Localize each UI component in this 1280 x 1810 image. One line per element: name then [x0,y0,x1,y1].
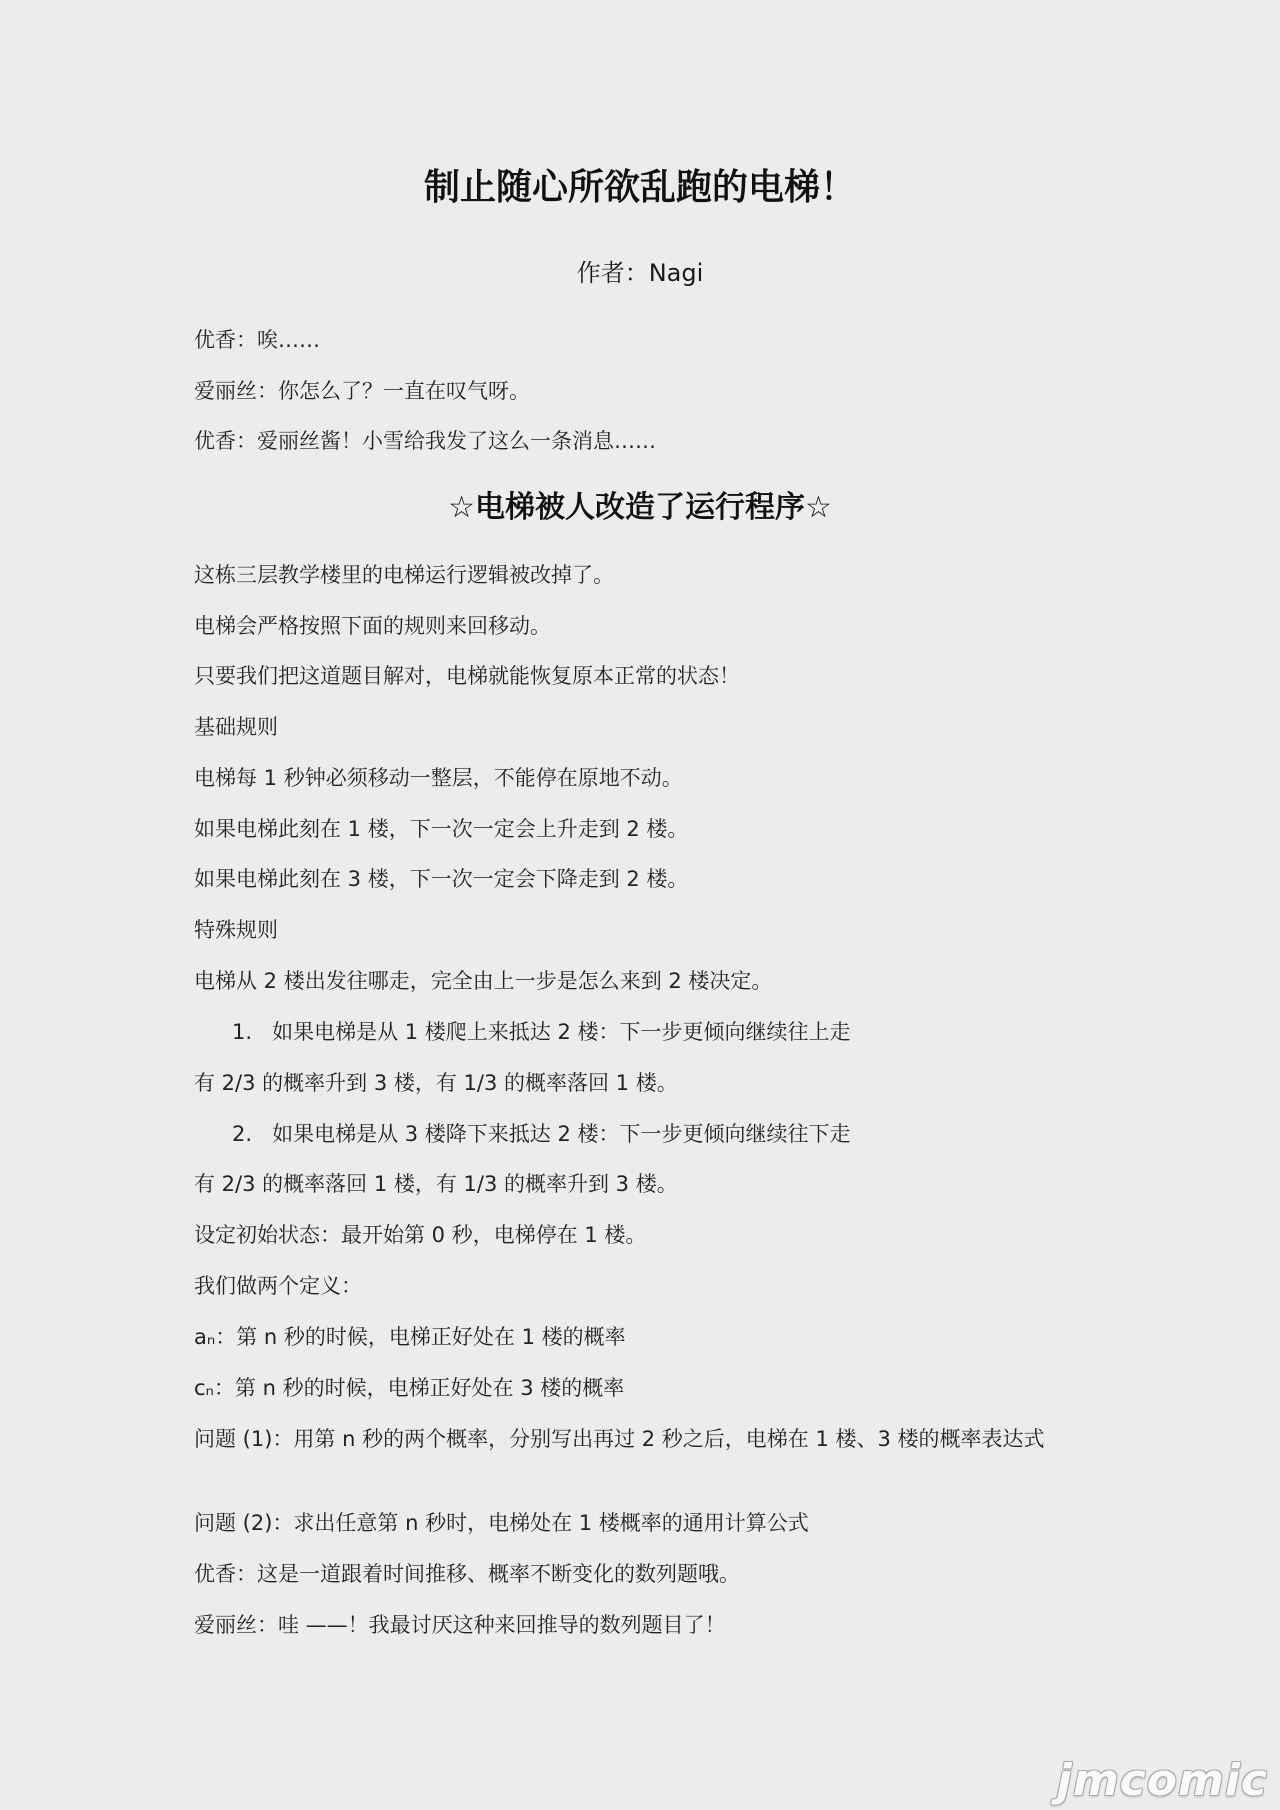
numbered-rule-item [232,1117,1092,1151]
rule-line: 电梯每 1 秒钟必须移动一整层，不能停在原地不动。 [194,766,683,790]
watermark-logo: jmcomic [1056,1755,1268,1806]
rule-line: 如果电梯此刻在 1 楼，下一次一定会上升走到 2 楼。 [194,817,689,841]
section-heading-special-rules: 特殊规则 [194,918,278,942]
list-number: 1. [232,1020,253,1044]
rule-line: 如果电梯此刻在 3 楼，下一次一定会下降走到 2 楼。 [194,867,689,891]
author-line: 作者：Nagi [576,259,704,287]
question-2: 问题 (2)：求出任意第 n 秒时，电梯处在 1 楼概率的通用计算公式 [194,1511,809,1535]
question-1: 问题 (1)：用第 n 秒的两个概率，分别写出再过 2 秒之后，电梯在 1 楼、3 楼的概率表达式 [194,1427,1045,1451]
definition-line: cₙ：第 n 秒的时候，电梯正好处在 3 楼的概率 [194,1376,625,1400]
dialog-line: 优香：这是一道跟着时间推移、概率不断变化的数列题哦。 [194,1562,740,1586]
rule-detail-line: 有 2/3 的概率升到 3 楼，有 1/3 的概率落回 1 楼。 [194,1071,678,1095]
list-item-text: 如果电梯是从 3 楼降下来抵达 2 楼：下一步更倾向继续往下走 [272,1122,851,1146]
paragraph-line: 电梯会严格按照下面的规则来回移动。 [194,614,551,638]
paragraph-line: 只要我们把这道题目解对，电梯就能恢复原本正常的状态！ [194,664,740,688]
paragraph-line: 这栋三层教学楼里的电梯运行逻辑被改掉了。 [194,563,614,587]
document-title: 制止随心所欲乱跑的电梯！ [423,167,856,208]
message-heading: ☆电梯被人改造了运行程序☆ [448,490,832,525]
definitions-heading: 我们做两个定义： [194,1274,362,1298]
list-item-text: 如果电梯是从 1 楼爬上来抵达 2 楼：下一步更倾向继续往上走 [272,1020,851,1044]
definition-line: aₙ：第 n 秒的时候，电梯正好处在 1 楼的概率 [194,1325,626,1349]
dialog-line: 爱丽丝：哇 ——！我最讨厌这种来回推导的数列题目了！ [194,1613,726,1637]
list-number: 2. [232,1122,253,1146]
dialog-line: 优香：爱丽丝酱！小雪给我发了这么一条消息…… [194,429,656,453]
rule-detail-line: 有 2/3 的概率落回 1 楼，有 1/3 的概率升到 3 楼。 [194,1172,678,1196]
numbered-rule-item [232,1015,1092,1049]
dialog-line: 爱丽丝：你怎么了？一直在叹气呀。 [194,379,530,403]
section-heading-basic-rules: 基础规则 [194,715,278,739]
dialog-line: 优香：唉…… [194,328,320,352]
initial-state-line: 设定初始状态：最开始第 0 秒，电梯停在 1 楼。 [194,1223,647,1247]
rule-line: 电梯从 2 楼出发往哪走，完全由上一步是怎么来到 2 楼决定。 [194,969,773,993]
